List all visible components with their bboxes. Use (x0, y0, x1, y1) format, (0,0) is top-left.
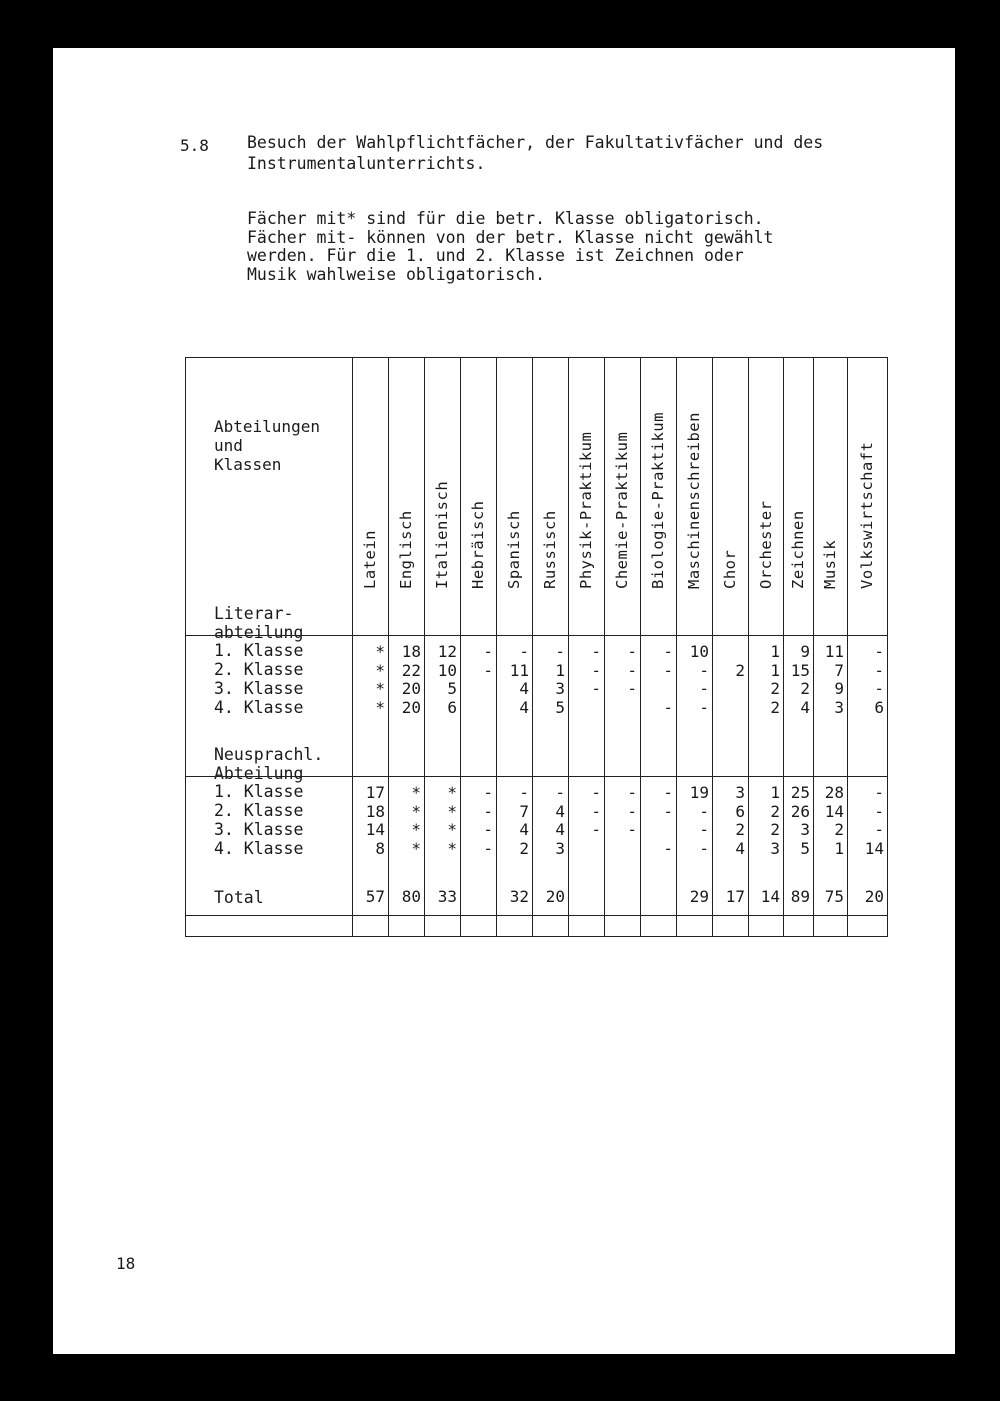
table-cell: - (591, 801, 601, 821)
table-cell: * (447, 801, 457, 821)
table-cell: * (375, 679, 385, 699)
table-cell: - (483, 820, 493, 840)
table-cell: 2 (834, 820, 844, 840)
corner-line: Klassen (214, 455, 282, 474)
column-header: Volkswirtschaft (858, 441, 876, 589)
table-cell: 7 (834, 660, 844, 680)
row-label: 4. Klasse (214, 697, 304, 717)
table-cell: 20 (545, 887, 565, 906)
document-page (53, 48, 955, 1354)
table-cell: - (483, 801, 493, 821)
group-title-line: Abteilung (214, 763, 304, 783)
section-number: 5.8 (180, 136, 209, 155)
corner-header (214, 417, 354, 474)
table-cell: * (411, 820, 421, 840)
table-cell: - (627, 783, 637, 802)
table-cell: 18 (401, 642, 421, 661)
table-cell: 4 (800, 698, 810, 718)
table-cell: * (411, 801, 421, 821)
table-cell: 2 (770, 820, 780, 840)
table-cell: 28 (824, 783, 844, 802)
table-vline (640, 357, 641, 937)
intro-line: Fächer mit- können von der betr. Klasse nicht gewählt (247, 227, 774, 247)
table-cell: 3 (770, 839, 780, 859)
table-cell: 17 (725, 887, 745, 906)
intro-paragraph (247, 210, 897, 284)
table-cell: 4 (555, 801, 565, 821)
column-header: Chemie-Praktikum (613, 431, 631, 589)
table-cell: 25 (790, 783, 810, 802)
table-cell: 2 (519, 839, 529, 859)
table-cell: - (627, 820, 637, 840)
table-cell: 7 (519, 801, 529, 821)
table-cell: - (591, 642, 601, 661)
table-cell: - (591, 783, 601, 802)
table-cell: 29 (689, 887, 709, 906)
group-literar (214, 605, 354, 717)
table-cell: 57 (365, 887, 385, 906)
table-cell: - (627, 642, 637, 661)
table-cell: 2 (770, 698, 780, 718)
column-header: Latein (361, 530, 379, 589)
table-hline (185, 357, 888, 358)
table-vline (712, 357, 713, 937)
table-cell: - (591, 660, 601, 680)
table-cell: 8 (375, 839, 385, 859)
column-header: Zeichnen (789, 510, 807, 589)
table-hline (185, 635, 888, 636)
table-cell: 3 (834, 698, 844, 718)
table-cell: 6 (735, 801, 745, 821)
table-cell: 3 (735, 783, 745, 802)
table-cell: - (699, 698, 709, 718)
table-cell: 3 (555, 839, 565, 859)
table-cell: * (375, 642, 385, 661)
table-cell: 32 (509, 887, 529, 906)
table-cell: * (411, 839, 421, 859)
column-header: Italienisch (433, 480, 451, 589)
intro-line: Fächer mit* sind für die betr. Klasse obligatorisch. (247, 209, 764, 228)
table-cell: 1 (834, 839, 844, 859)
table-cell: - (874, 642, 884, 661)
table-cell: - (663, 839, 673, 859)
table-cell: 11 (824, 642, 844, 661)
table-cell: 22 (401, 660, 421, 680)
section-heading: Besuch der Wahlpflichtfächer, der Fakultativfächer und des Instrumentalunterrichts. (247, 133, 824, 173)
table-cell: 4 (519, 698, 529, 718)
table-cell: 20 (401, 698, 421, 718)
table-cell: 19 (689, 783, 709, 802)
table-cell: - (555, 642, 565, 661)
subjects-table (185, 357, 888, 937)
table-cell: 20 (864, 887, 884, 906)
table-vline (424, 357, 425, 937)
table-cell: 33 (437, 887, 457, 906)
table-cell: 14 (760, 887, 780, 906)
table-cell: - (699, 839, 709, 859)
table-cell: 3 (800, 820, 810, 840)
table-cell: - (627, 660, 637, 680)
table-cell: 5 (800, 839, 810, 859)
table-cell: 1 (555, 660, 565, 680)
table-cell: 14 (824, 801, 844, 821)
table-cell: - (591, 820, 601, 840)
column-header: Physik-Praktikum (577, 431, 595, 589)
table-cell: - (591, 679, 601, 699)
table-hline (185, 915, 888, 916)
table-cell: - (874, 801, 884, 821)
table-cell: 1 (770, 642, 780, 661)
table-cell: 1 (770, 783, 780, 802)
table-cell: 17 (365, 783, 385, 802)
table-hline (185, 936, 888, 937)
row-label: 1. Klasse (214, 782, 304, 802)
table-cell: - (555, 783, 565, 802)
group-title-line: Neusprachl. (214, 745, 324, 764)
column-header: Biologie-Praktikum (649, 412, 667, 589)
page-number: 18 (116, 1254, 136, 1273)
table-cell: - (483, 839, 493, 859)
table-cell: - (699, 820, 709, 840)
table-vline (532, 357, 533, 937)
table-vline (185, 357, 186, 937)
group-title-line: abteilung (214, 622, 304, 642)
table-cell: 9 (834, 679, 844, 699)
table-cell: 2 (800, 679, 810, 699)
table-cell: - (663, 698, 673, 718)
table-cell: 80 (401, 887, 421, 906)
table-vline (496, 357, 497, 937)
table-cell: 4 (555, 820, 565, 840)
table-hline (185, 776, 888, 777)
table-cell: - (874, 820, 884, 840)
table-cell: - (483, 660, 493, 680)
table-cell: - (663, 783, 673, 802)
table-vline (748, 357, 749, 937)
column-header: Spanisch (505, 510, 523, 589)
table-cell: - (699, 660, 709, 680)
table-cell: 20 (401, 679, 421, 699)
table-cell: 1 (770, 660, 780, 680)
table-cell: * (375, 660, 385, 680)
table-cell: - (874, 783, 884, 802)
table-vline (604, 357, 605, 937)
corner-line: und (214, 436, 243, 455)
table-vline (813, 357, 814, 937)
table-vline (783, 357, 784, 937)
column-header: Chor (721, 549, 739, 589)
table-vline (352, 357, 353, 937)
table-cell: 10 (437, 660, 457, 680)
table-cell: * (411, 783, 421, 802)
row-label: 1. Klasse (214, 641, 304, 661)
row-label: 2. Klasse (214, 801, 304, 821)
table-cell: 14 (365, 820, 385, 840)
table-cell: 18 (365, 801, 385, 821)
table-cell: - (627, 801, 637, 821)
intro-line: Musik wahlweise obligatorisch. (247, 264, 546, 284)
column-header: Russisch (541, 510, 559, 589)
table-cell: 15 (790, 660, 810, 680)
table-cell: 3 (555, 679, 565, 699)
table-cell: - (627, 679, 637, 699)
table-cell: - (663, 642, 673, 661)
row-label: 4. Klasse (214, 838, 304, 858)
intro-line: werden. Für die 1. und 2. Klasse ist Zeichnen oder (247, 246, 744, 265)
table-cell: 5 (447, 679, 457, 699)
table-cell: 26 (790, 801, 810, 821)
corner-line: Abteilungen (214, 417, 320, 436)
table-cell: - (874, 679, 884, 699)
table-cell: 75 (824, 887, 844, 906)
table-cell: 5 (555, 698, 565, 718)
row-label: 3. Klasse (214, 678, 304, 698)
table-cell: 2 (770, 801, 780, 821)
table-cell: - (519, 642, 529, 661)
table-cell: - (663, 801, 673, 821)
table-cell: 14 (864, 839, 884, 859)
table-cell: - (699, 679, 709, 699)
table-cell: 4 (519, 820, 529, 840)
table-vline (460, 357, 461, 937)
table-vline (847, 357, 848, 937)
table-cell: 9 (800, 642, 810, 661)
table-cell: * (447, 820, 457, 840)
table-cell: 4 (735, 839, 745, 859)
table-cell: 4 (519, 679, 529, 699)
table-cell: - (483, 642, 493, 661)
table-cell: 10 (689, 642, 709, 661)
column-header: Hebräisch (469, 500, 487, 589)
group-title-line: Literar- (214, 604, 294, 623)
table-cell: * (447, 839, 457, 859)
total-label: Total (214, 888, 264, 907)
table-cell: 11 (509, 660, 529, 680)
column-header: Orchester (756, 500, 775, 589)
column-header: Englisch (397, 510, 415, 589)
row-label: 2. Klasse (214, 660, 304, 680)
table-cell: 2 (735, 820, 745, 840)
table-cell: 6 (447, 698, 457, 718)
table-cell: 2 (770, 679, 780, 699)
table-cell: 2 (735, 660, 745, 680)
table-cell: - (874, 660, 884, 680)
table-cell: * (375, 698, 385, 718)
table-cell: - (483, 783, 493, 802)
table-cell: 89 (790, 887, 810, 906)
row-label: 3. Klasse (214, 819, 304, 839)
table-vline (676, 357, 677, 937)
table-vline (568, 357, 569, 937)
table-cell: 6 (874, 698, 884, 718)
table-cell: - (519, 783, 529, 802)
group-neusprachl (214, 746, 354, 858)
table-vline (887, 357, 888, 937)
table-cell: - (699, 801, 709, 821)
column-header: Maschinenschreiben (685, 412, 703, 589)
table-cell: - (663, 660, 673, 680)
table-cell: 12 (437, 642, 457, 661)
table-cell: * (447, 783, 457, 802)
column-header: Musik (821, 539, 839, 589)
table-vline (388, 357, 389, 937)
